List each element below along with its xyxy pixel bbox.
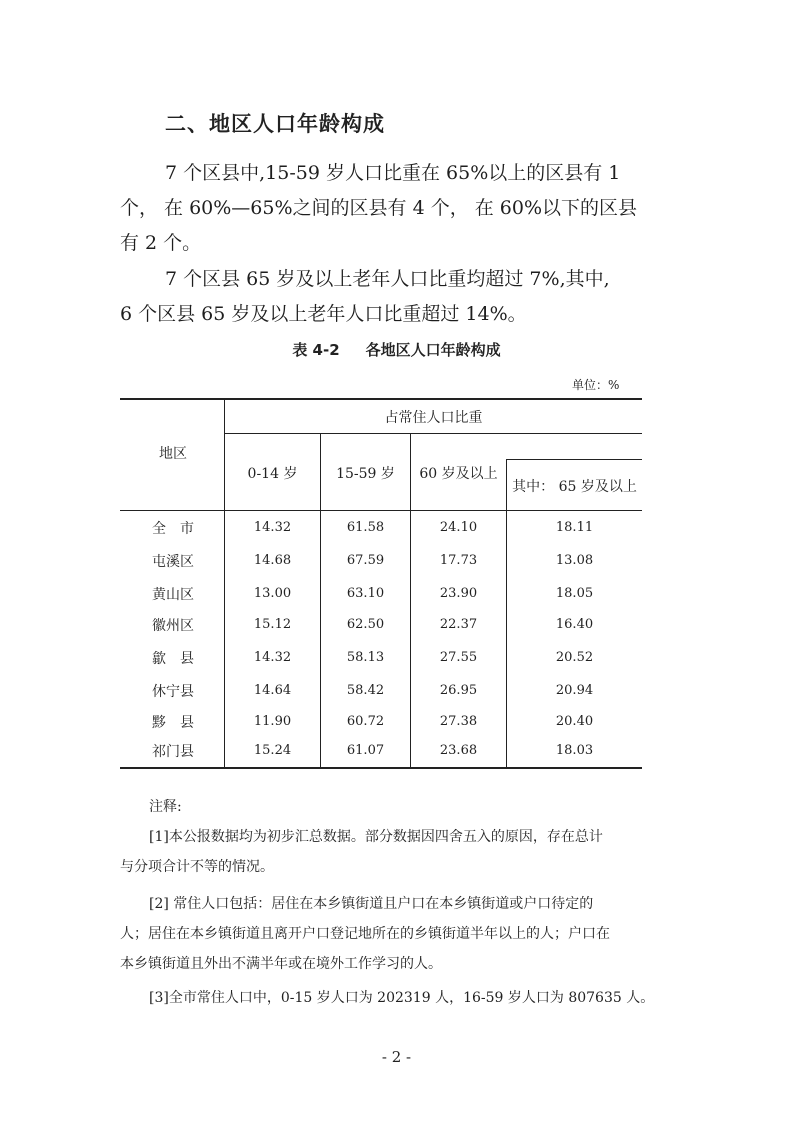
cell-65-plus: 18.03	[555, 743, 594, 758]
cell-60-plus: 24.10	[439, 520, 478, 535]
table-title: 各地区人口年龄构成	[365, 341, 501, 359]
cell-0-14: 14.32	[253, 520, 292, 535]
header-divider	[225, 433, 642, 434]
row-region: 黟 县	[152, 715, 194, 731]
cell-0-14: 14.32	[253, 650, 292, 665]
header-15-59: 15-59 岁	[336, 466, 395, 482]
cell-65-plus: 13.08	[555, 553, 594, 568]
cell-15-59: 67.59	[346, 553, 385, 568]
note-line: 人；居住在本乡镇街道且离开户口登记地所在的乡镇街道半年以上的人；户口在	[120, 926, 610, 942]
row-region: 休宁县	[152, 684, 194, 700]
header-bottom-rule	[120, 510, 642, 511]
cell-60-plus: 17.73	[439, 553, 478, 568]
paragraph-line: 有 2 个。	[120, 232, 202, 254]
header-60-plus: 60 岁及以上	[419, 466, 498, 482]
page-number: - 2 -	[381, 1048, 412, 1066]
note-line: 本乡镇街道且外出不满半年或在境外工作学习的人。	[120, 956, 442, 972]
cell-0-14: 15.12	[253, 617, 292, 632]
cell-15-59: 58.13	[346, 650, 385, 665]
cell-15-59: 61.07	[346, 743, 385, 758]
header-0-14: 0-14 岁	[247, 466, 298, 482]
cell-60-plus: 22.37	[439, 617, 478, 632]
section-title: 二、地区人口年龄构成	[165, 112, 385, 136]
cell-15-59: 58.42	[346, 683, 385, 698]
table-top-rule	[120, 398, 642, 400]
paragraph-line: 7 个区县中,15-59 岁人口比重在 65%以上的区县有 1	[165, 162, 621, 184]
cell-0-14: 14.68	[253, 553, 292, 568]
table-bottom-rule	[120, 767, 642, 769]
cell-65-plus: 18.11	[555, 520, 594, 535]
header-divider	[506, 459, 642, 460]
note-line: [3]全市常住人口中，0-15 岁人口为 202319 人，16-59 岁人口为 807635 人。	[149, 990, 655, 1006]
table-unit: 单位：%	[572, 378, 620, 392]
header-65-plus: 其中： 65 岁及以上	[512, 479, 637, 495]
cell-65-plus: 16.40	[555, 617, 594, 632]
notes-label: 注释:	[149, 799, 182, 815]
header-group: 占常住人口比重	[384, 410, 483, 426]
header-region: 地区	[159, 446, 187, 462]
cell-65-plus: 20.94	[555, 683, 594, 698]
cell-0-14: 15.24	[253, 743, 292, 758]
cell-60-plus: 23.68	[439, 743, 478, 758]
cell-65-plus: 20.40	[555, 714, 594, 729]
cell-15-59: 61.58	[346, 520, 385, 535]
cell-65-plus: 20.52	[555, 650, 594, 665]
cell-65-plus: 18.05	[555, 586, 594, 601]
row-region: 歙 县	[152, 651, 194, 667]
paragraph-line: 6 个区县 65 岁及以上老年人口比重超过 14%。	[120, 303, 527, 325]
note-line: [1]本公报数据均为初步汇总数据。部分数据因四舍五入的原因，存在总计	[149, 829, 603, 845]
table-caption	[0, 339, 793, 360]
cell-0-14: 11.90	[253, 714, 292, 729]
cell-15-59: 60.72	[346, 714, 385, 729]
paragraph-line: 个， 在 60%—65%之间的区县有 4 个， 在 60%以下的区县	[120, 197, 638, 219]
row-region: 全 市	[152, 521, 194, 537]
row-region: 屯溪区	[152, 554, 194, 570]
row-region: 徽州区	[152, 618, 194, 634]
cell-15-59: 63.10	[346, 586, 385, 601]
table-number: 表 4-2	[292, 341, 340, 359]
cell-60-plus: 26.95	[439, 683, 478, 698]
paragraph-line: 7 个区县 65 岁及以上老年人口比重均超过 7%,其中,	[165, 268, 610, 290]
cell-0-14: 14.64	[253, 683, 292, 698]
column-divider	[224, 398, 225, 768]
cell-60-plus: 23.90	[439, 586, 478, 601]
cell-0-14: 13.00	[253, 586, 292, 601]
note-line: 与分项合计不等的情况。	[120, 859, 274, 875]
cell-60-plus: 27.55	[439, 650, 478, 665]
note-line: [2] 常住人口包括：居住在本乡镇街道且户口在本乡镇街道或户口待定的	[149, 896, 594, 912]
row-region: 祁门县	[152, 744, 194, 760]
cell-15-59: 62.50	[346, 617, 385, 632]
row-region: 黄山区	[152, 587, 194, 603]
cell-60-plus: 27.38	[439, 714, 478, 729]
